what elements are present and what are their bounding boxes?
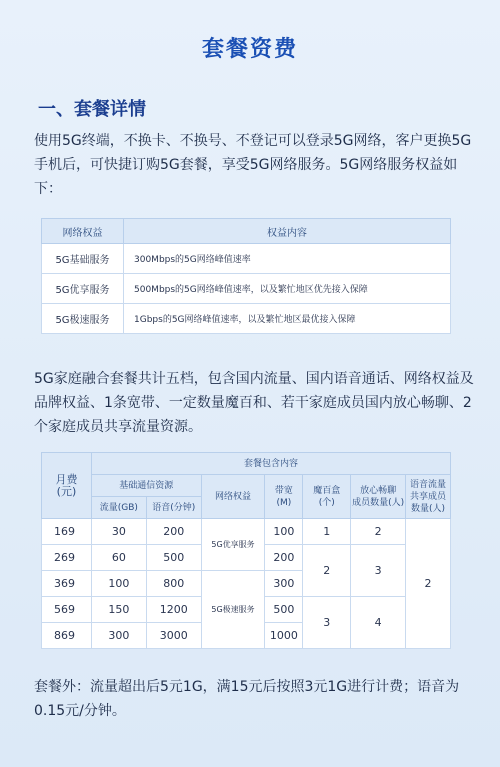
table-row: [42, 519, 451, 545]
section-heading-plan-details: 一、套餐详情: [38, 99, 146, 120]
bandwidth-cell: 300: [265, 571, 303, 597]
intro-paragraph: 使用5G终端，不换卡、不换号、不登记可以登录5G网络，客户更换5G手机后，可快捷订购5G套餐，享受5G网络服务。5G网络服务权益如下：: [34, 133, 472, 197]
rights-name: 5G极速服务: [42, 304, 124, 334]
voice-cell: 800: [146, 571, 201, 597]
rights-content: 300Mbps的5G网络峰值速率: [124, 244, 451, 274]
header-network-rights: 网络权益: [201, 475, 265, 519]
table-row: [42, 304, 451, 334]
header-share-members: 语音流量 共享成员 数量(人): [406, 475, 451, 519]
table-header-row: [42, 475, 451, 497]
header-basic-resources: 基础通信资源: [91, 475, 201, 497]
data-cell: 300: [91, 623, 146, 649]
rights-content: 1Gbps的5G网络峰值速率，以及繁忙地区最优接入保障: [124, 304, 451, 334]
rights-name: 5G基础服务: [42, 244, 124, 274]
header-monthly-fee: 月费 (元): [42, 453, 92, 519]
header-plan-contents: 套餐包含内容: [91, 453, 450, 475]
fee-cell: 569: [42, 597, 92, 623]
header-data: 流量(GB): [91, 497, 146, 519]
chat-cell: 3: [351, 545, 406, 597]
bandwidth-cell: 1000: [265, 623, 303, 649]
bandwidth-cell: 100: [265, 519, 303, 545]
plan-pricing-table: [41, 452, 451, 649]
table-row: [42, 274, 451, 304]
network-rights-table: [41, 218, 451, 334]
bandwidth-cell: 500: [265, 597, 303, 623]
box-cell: 1: [303, 519, 351, 545]
header-bandwidth: 带宽 (M): [265, 475, 303, 519]
data-cell: 60: [91, 545, 146, 571]
family-plan-paragraph: 5G家庭融合套餐共计五档，包含国内流量、国内语音通话、网络权益及品牌权益、1条宽带、一定数量魔百和、若干家庭成员国内放心畅聊、2个家庭成员共享流量资源。: [34, 371, 474, 435]
rights-cell: 5G极速服务: [201, 571, 265, 649]
box-cell: 2: [303, 545, 351, 597]
data-cell: 30: [91, 519, 146, 545]
voice-cell: 3000: [146, 623, 201, 649]
fee-cell: 169: [42, 519, 92, 545]
page-title: 套餐资费: [201, 37, 298, 62]
voice-cell: 1200: [146, 597, 201, 623]
header-rights-content: 权益内容: [124, 219, 451, 244]
chat-cell: 2: [351, 519, 406, 545]
header-magic-box: 魔百盒 (个): [303, 475, 351, 519]
rights-name: 5G优享服务: [42, 274, 124, 304]
header-voice: 语音(分钟): [146, 497, 201, 519]
data-cell: 150: [91, 597, 146, 623]
rights-content: 500Mbps的5G网络峰值速率，以及繁忙地区优先接入保障: [124, 274, 451, 304]
share-cell: 2: [406, 519, 451, 649]
rights-cell: 5G优享服务: [201, 519, 265, 571]
fee-cell: 369: [42, 571, 92, 597]
table-row: [42, 244, 451, 274]
table-header-row: [42, 453, 451, 475]
table-header-row: [42, 219, 451, 244]
fee-cell: 869: [42, 623, 92, 649]
header-network-rights: 网络权益: [42, 219, 124, 244]
voice-cell: 200: [146, 519, 201, 545]
header-chat-members: 放心畅聊 成员数量(人): [351, 475, 406, 519]
voice-cell: 500: [146, 545, 201, 571]
overage-note: 套餐外：流量超出后5元1G，满15元后按照3元1G进行计费；语音为0.15元/分钟。: [34, 679, 460, 719]
chat-cell: 4: [351, 597, 406, 649]
box-cell: 3: [303, 597, 351, 649]
fee-cell: 269: [42, 545, 92, 571]
data-cell: 100: [91, 571, 146, 597]
bandwidth-cell: 200: [265, 545, 303, 571]
